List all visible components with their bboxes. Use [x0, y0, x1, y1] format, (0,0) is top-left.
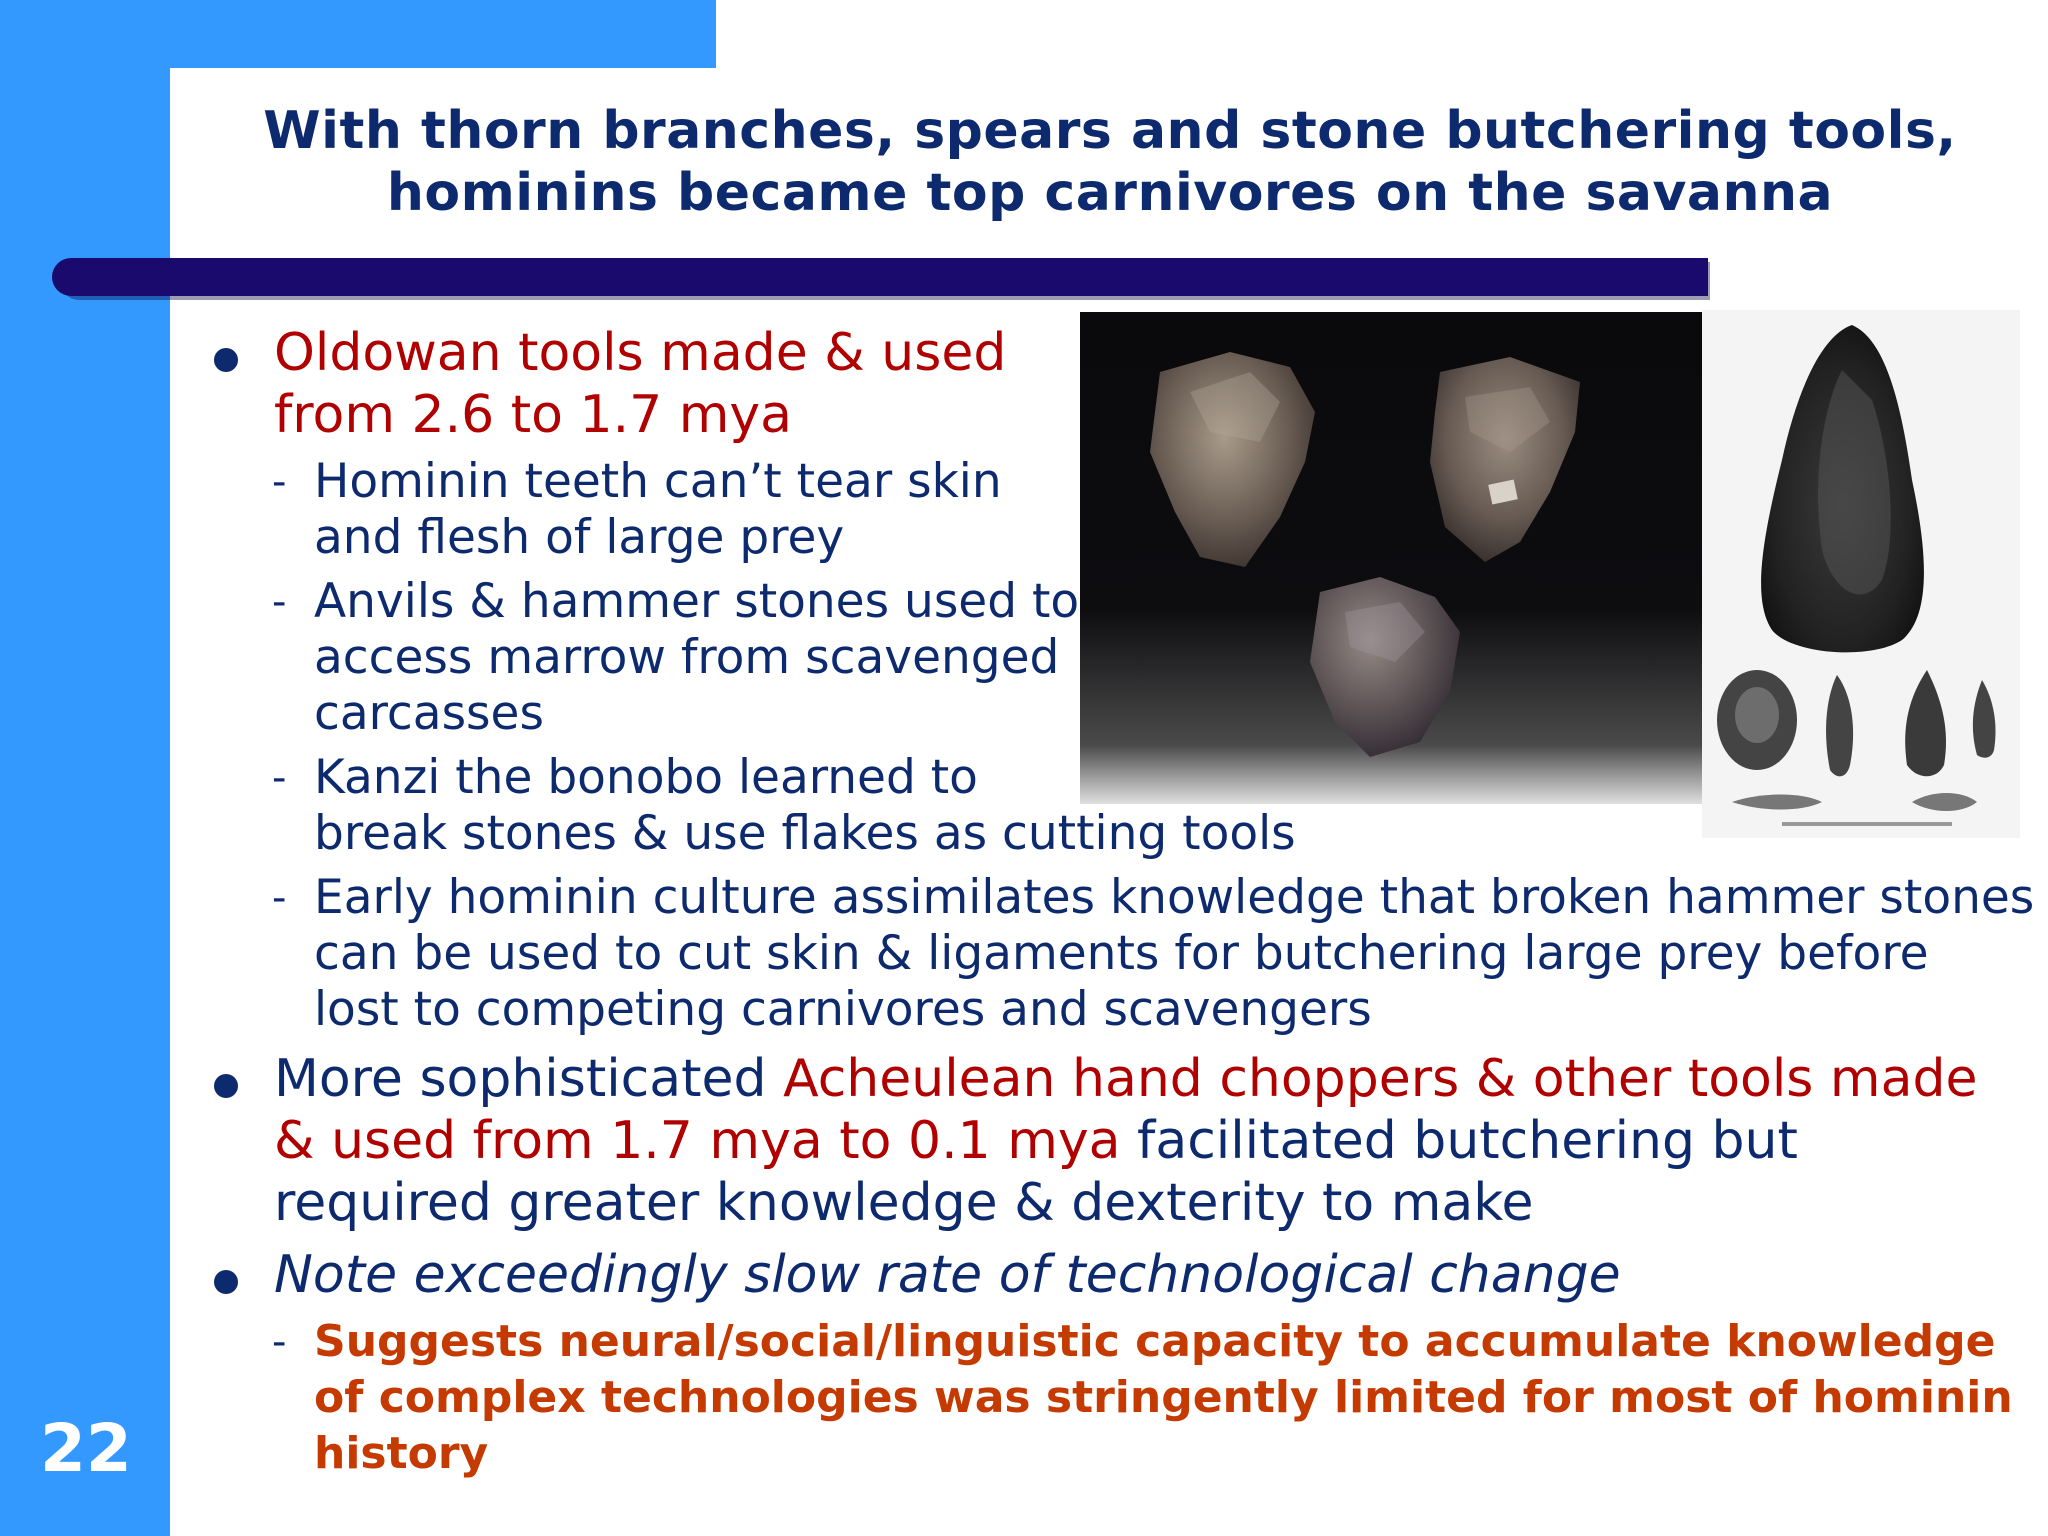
- subbullet-text: of complex technologies was stringently limited for most of hominin: [314, 1372, 2013, 1423]
- bullet-line: [274, 1048, 2038, 1110]
- bullet-text: facilitated butchering but: [1120, 1111, 1798, 1171]
- dash-icon: -: [272, 579, 287, 625]
- dash-icon: -: [272, 459, 287, 505]
- dash-icon: -: [272, 1319, 287, 1365]
- bullet-dot-icon: [214, 348, 238, 372]
- subbullet-text: and flesh of large prey: [314, 510, 845, 565]
- dash-icon: -: [272, 755, 287, 801]
- subbullet-text: Early hominin culture assimilates knowledge that broken hammer stones: [314, 870, 2035, 925]
- bullet-slow-change: [208, 1244, 2038, 1306]
- subbullet-text: Hominin teeth can’t tear skin: [314, 454, 1002, 509]
- subbullet-text: lost to competing carnivores and scavengers: [314, 982, 1372, 1037]
- top-accent-bar: [0, 0, 716, 68]
- slide-number: 22: [40, 1410, 132, 1487]
- subbullet-text: break stones & use flakes as cutting tools: [314, 806, 1296, 861]
- bullet-acheulean: [208, 1048, 2038, 1234]
- subbullet-text: access marrow from scavenged: [314, 630, 1060, 685]
- bullet-text: Note exceedingly slow rate of technological change: [274, 1245, 1621, 1305]
- slide-title: [260, 100, 1960, 224]
- bullet-highlight: Acheulean hand choppers & other tools made: [783, 1049, 1978, 1109]
- title-rule: [52, 258, 1708, 296]
- bullet-line: [274, 1110, 2038, 1172]
- bullet-dot-icon: [214, 1270, 238, 1294]
- bullet-dot-icon: [214, 1074, 238, 1098]
- bullet-text: from 2.6 to 1.7 mya: [274, 385, 793, 445]
- slide-title-line-1: With thorn branches, spears and stone butchering tools,: [263, 101, 1957, 161]
- subbullet-text: Suggests neural/social/linguistic capacity to accumulate knowledge: [314, 1316, 1996, 1367]
- subbullet-suggests: [208, 1314, 2038, 1482]
- left-accent-bar: [0, 0, 170, 1536]
- subbullet-text: history: [314, 1428, 489, 1479]
- bullet-text: More sophisticated: [274, 1049, 784, 1109]
- bullet-text: required greater knowledge & dexterity to make: [274, 1173, 1534, 1233]
- bullet-text: Oldowan tools made & used: [274, 323, 1007, 383]
- dash-icon: -: [272, 875, 287, 921]
- subbullet-teeth: [208, 454, 2038, 566]
- bullet-highlight: & used from 1.7 mya to 0.1 mya: [274, 1111, 1121, 1171]
- slide-body: [208, 322, 2038, 1482]
- subbullet-text: can be used to cut skin & ligaments for butchering large prey before: [314, 926, 1929, 981]
- bullet-oldowan: [208, 322, 2038, 446]
- slide-title-line-2: hominins became top carnivores on the savanna: [386, 163, 1834, 223]
- subbullet-text: carcasses: [314, 686, 544, 741]
- subbullet-kanzi: [208, 750, 2038, 862]
- subbullet-early-culture: [208, 870, 2038, 1038]
- subbullet-text: Anvils & hammer stones used to: [314, 574, 1080, 629]
- subbullet-anvils: [208, 574, 2038, 742]
- subbullet-text: Kanzi the bonobo learned to: [314, 750, 978, 805]
